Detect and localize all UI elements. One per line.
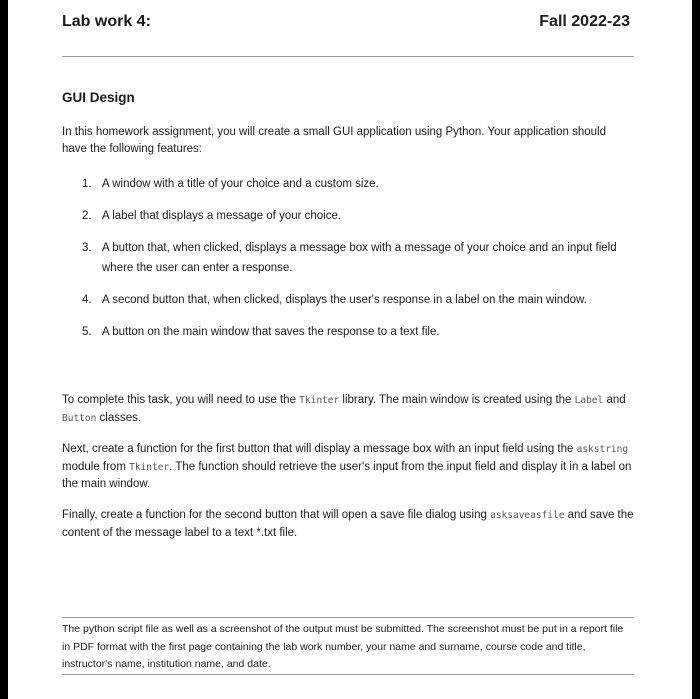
list-item [82, 322, 634, 342]
footer-bottom-divider [62, 674, 634, 675]
list-item-text: A button that, when clicked, displays a message box with a message of your choice and an input field where the user can enter a response. [102, 242, 617, 274]
document-page [8, 0, 692, 699]
askstring-paragraph [62, 441, 634, 493]
list-item-number: 4. [82, 294, 92, 306]
text-run: classes. [96, 411, 142, 424]
code-label: Label [574, 395, 604, 406]
text-run: and save the content of the message label to a text *.txt file. [62, 509, 634, 539]
list-item-number: 3. [82, 242, 92, 254]
text-run: Next, create a function for the first button that will display a message box with an input field using the [62, 443, 577, 455]
lab-title: Lab work 4: [62, 13, 151, 30]
code-tkinter: Tkinter [129, 461, 170, 473]
footer-top-divider [62, 617, 634, 618]
text-run: To complete this task, you will need to use the [62, 394, 300, 406]
list-item-number: 2. [82, 210, 92, 222]
code-asksaveasfile: asksaveasfile [490, 510, 565, 521]
term-label: Fall 2022-23 [539, 13, 630, 30]
submission-note: The python script file as well as a screenshot of the output must be submitted. The screenshot must be put in a report file in PDF format with the first page containing the lab work number, your name and surname, course code and title, instructor's name, institution name, and date. [62, 623, 624, 670]
list-item-number: 5. [82, 326, 92, 338]
section-title: GUI Design [62, 90, 135, 105]
list-item-text: A label that displays a message of your choice. [102, 210, 342, 222]
list-item [82, 206, 634, 226]
list-item [82, 290, 634, 310]
text-run: . The function should retrieve the user's input from the input field and display it in a label on the main window. [62, 460, 632, 490]
text-run: module from [62, 460, 130, 473]
code-askstring: askstring [576, 444, 629, 455]
list-item-number: 1. [82, 178, 92, 190]
text-run: and [603, 394, 626, 406]
intro-paragraph: In this homework assignment, you will create a small GUI application using Python. Your application should have the following features: [62, 126, 606, 155]
list-item-text: A window with a title of your choice and a custom size. [102, 178, 379, 190]
text-run: Finally, create a function for the second button that will open a save file dialog using [62, 509, 491, 521]
list-item-text: A second button that, when clicked, displays the user's response in a label on the main window. [102, 294, 587, 306]
asksaveasfile-paragraph [62, 507, 634, 541]
text-run: library. The main window is created using the [339, 394, 575, 406]
list-item [82, 174, 634, 194]
code-tkinter: Tkinter [299, 395, 340, 406]
header-divider [62, 56, 634, 57]
list-item [82, 238, 634, 278]
code-button: Button [62, 412, 97, 424]
tkinter-paragraph [62, 392, 634, 427]
list-item-text: A button on the main window that saves the response to a text file. [102, 326, 440, 338]
